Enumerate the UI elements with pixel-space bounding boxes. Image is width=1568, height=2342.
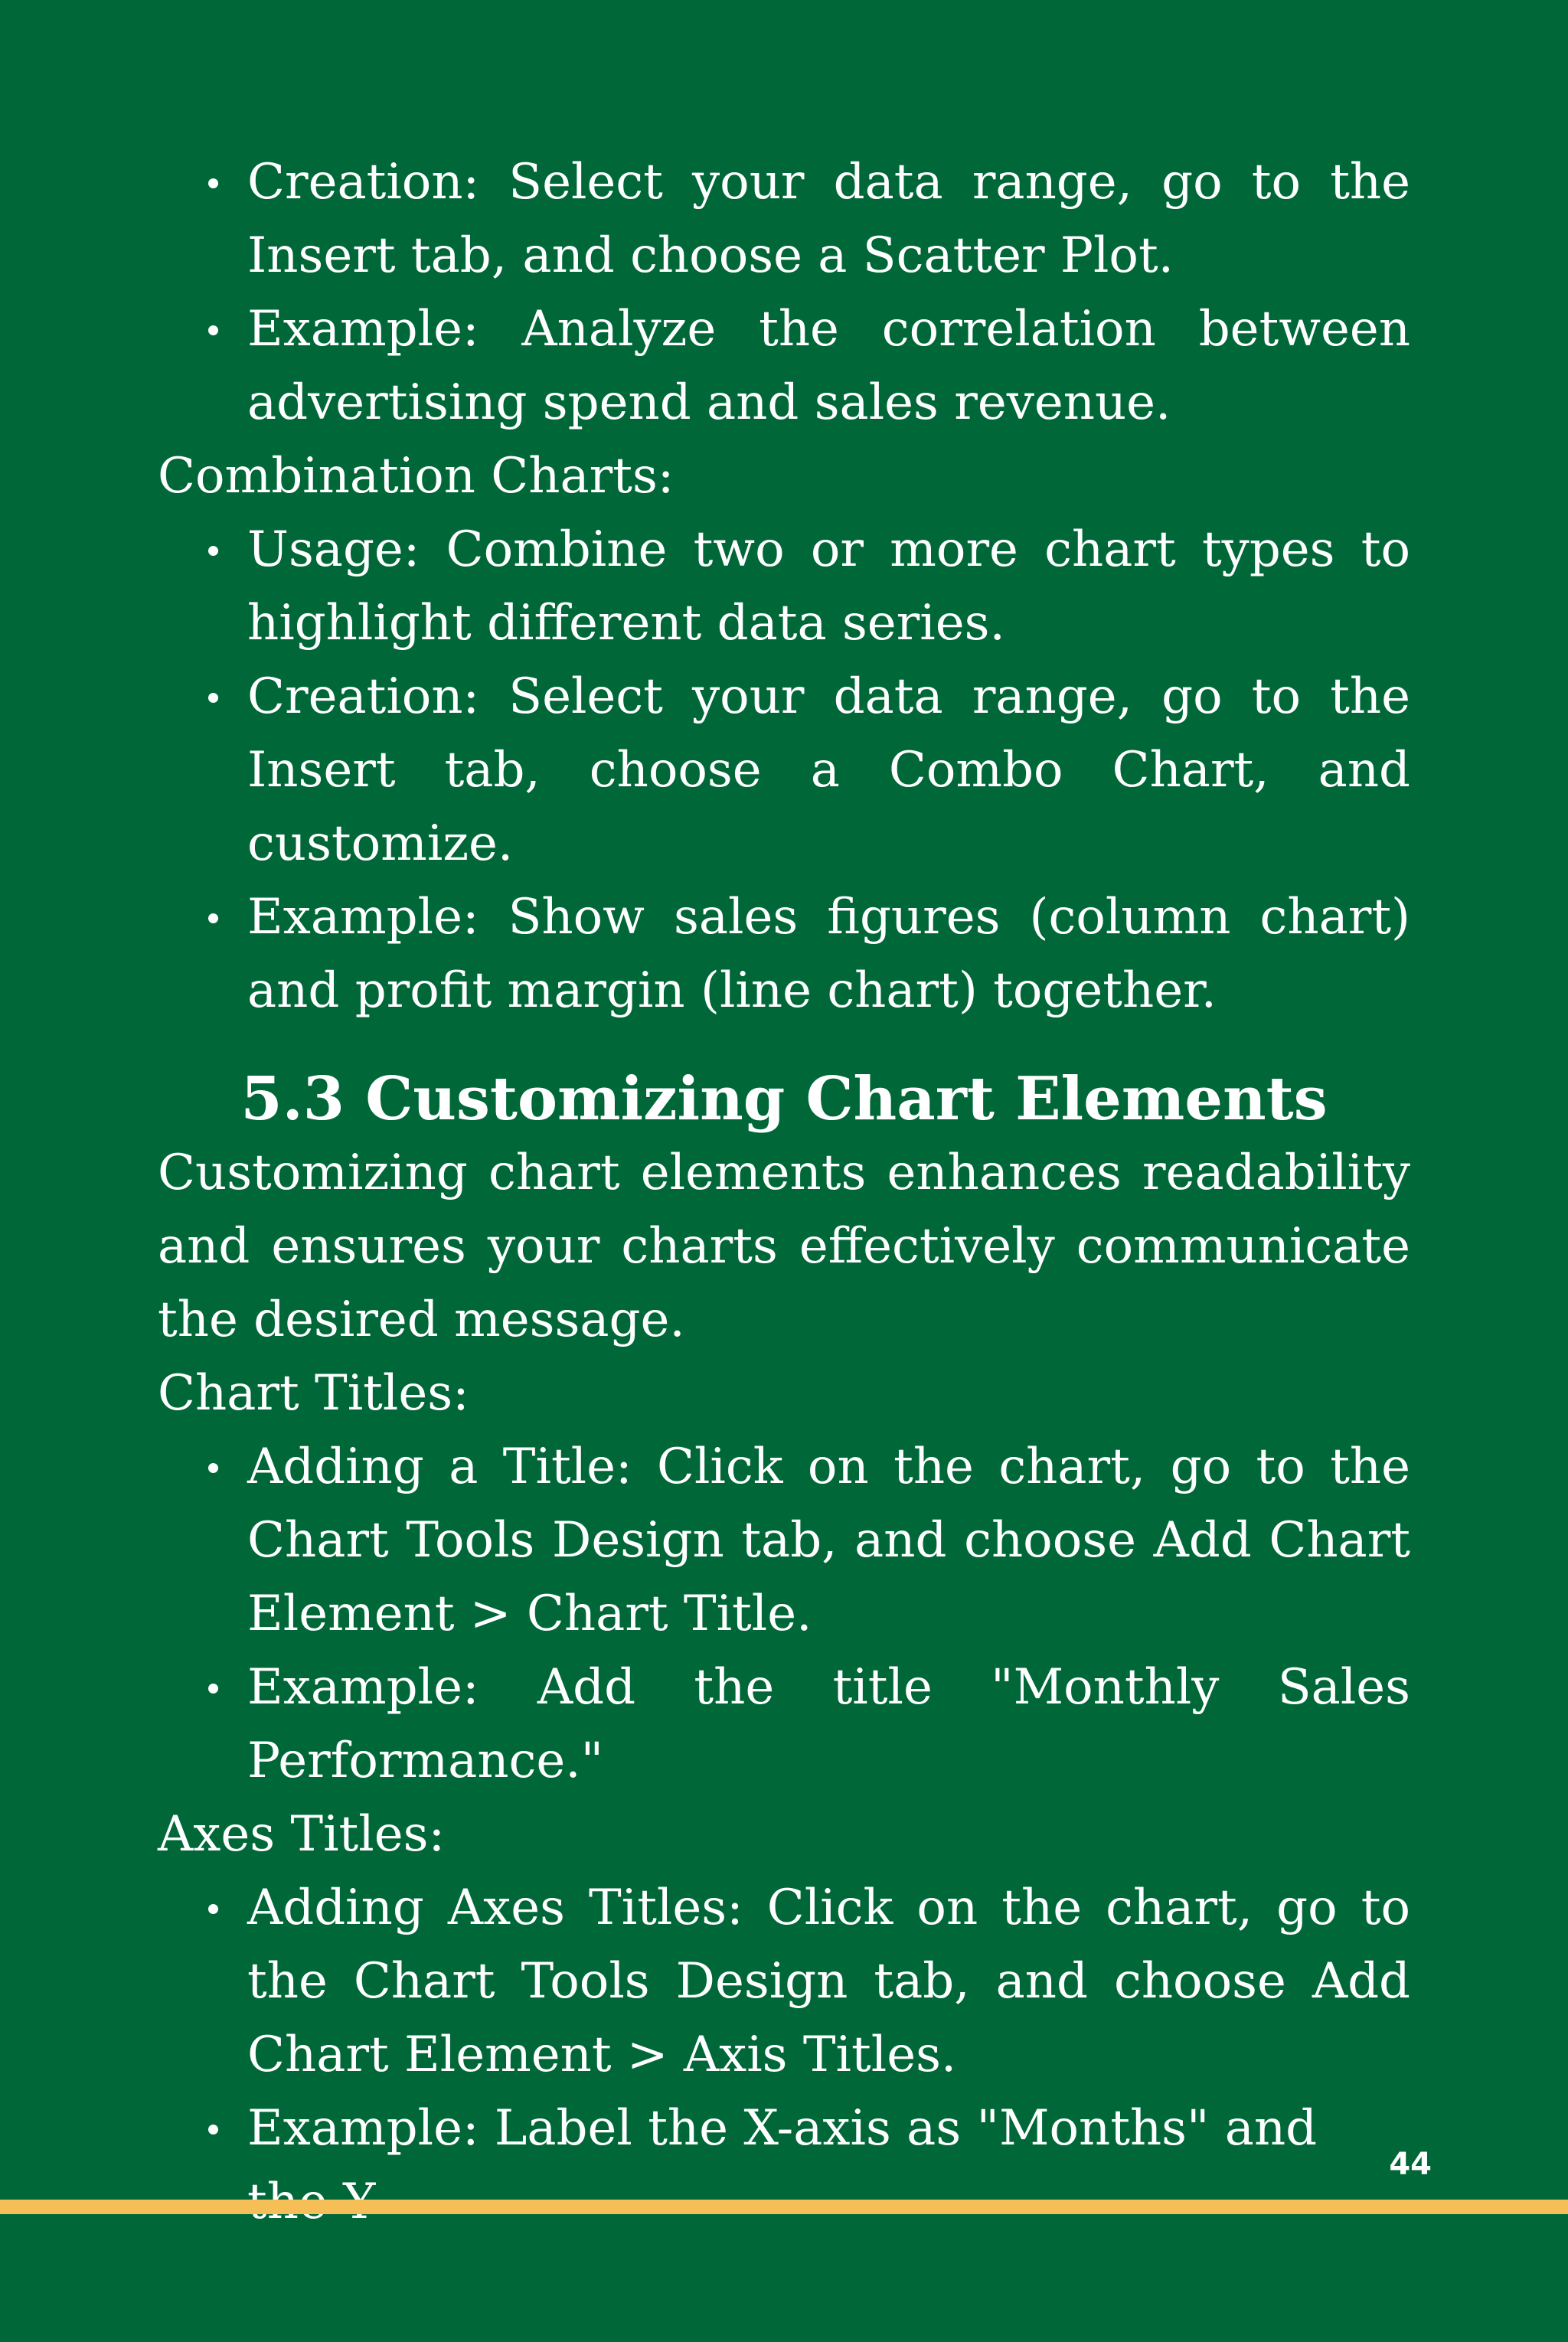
chart-titles-bullets xyxy=(158,1430,1410,1798)
list-item: Example: Show sales figures (column chart) and profit margin (line chart) together. xyxy=(158,880,1410,1027)
list-item: Creation: Select your data range, go to the Insert tab, choose a Combo Chart, and customize. xyxy=(158,660,1410,880)
list-item: Creation: Select your data range, go to the Insert tab, and choose a Scatter Plot. xyxy=(158,145,1410,292)
list-item: Adding a Title: Click on the chart, go to the Chart Tools Design tab, and choose Add Chart Element > Chart Title. xyxy=(158,1430,1410,1651)
combination-charts-bullets xyxy=(158,513,1410,1027)
axes-titles-label: Axes Titles: xyxy=(158,1806,445,1863)
section-heading: 5.3 Customizing Chart Elements xyxy=(240,1064,1328,1134)
chart-titles-label: Chart Titles: xyxy=(158,1365,469,1422)
page-content xyxy=(158,145,1410,2239)
list-item: Example: Label the X-axis as "Months" and xyxy=(158,2092,1410,2239)
page-number: 44 xyxy=(1389,2147,1432,2182)
footer-rule xyxy=(0,2200,1568,2214)
list-item: Example: Analyze the correlation between advertising spend and sales revenue. xyxy=(158,292,1410,439)
axes-titles-bullets xyxy=(158,1871,1410,2239)
list-item: Adding Axes Titles: Click on the chart, go to the Chart Tools Design tab, and choose Add Chart Element > Axis Titles. xyxy=(158,1871,1410,2092)
combination-charts-label: Combination Charts: xyxy=(158,448,675,505)
list-item: Usage: Combine two or more chart types to highlight different data series. xyxy=(158,513,1410,660)
list-item: Example: Add the title "Monthly Sales Performance." xyxy=(158,1651,1410,1798)
section-intro: Customizing chart elements enhances readability and ensures your charts effectively communicate the desired message. xyxy=(158,1145,1410,1348)
scatter-plot-bullets xyxy=(158,145,1410,439)
